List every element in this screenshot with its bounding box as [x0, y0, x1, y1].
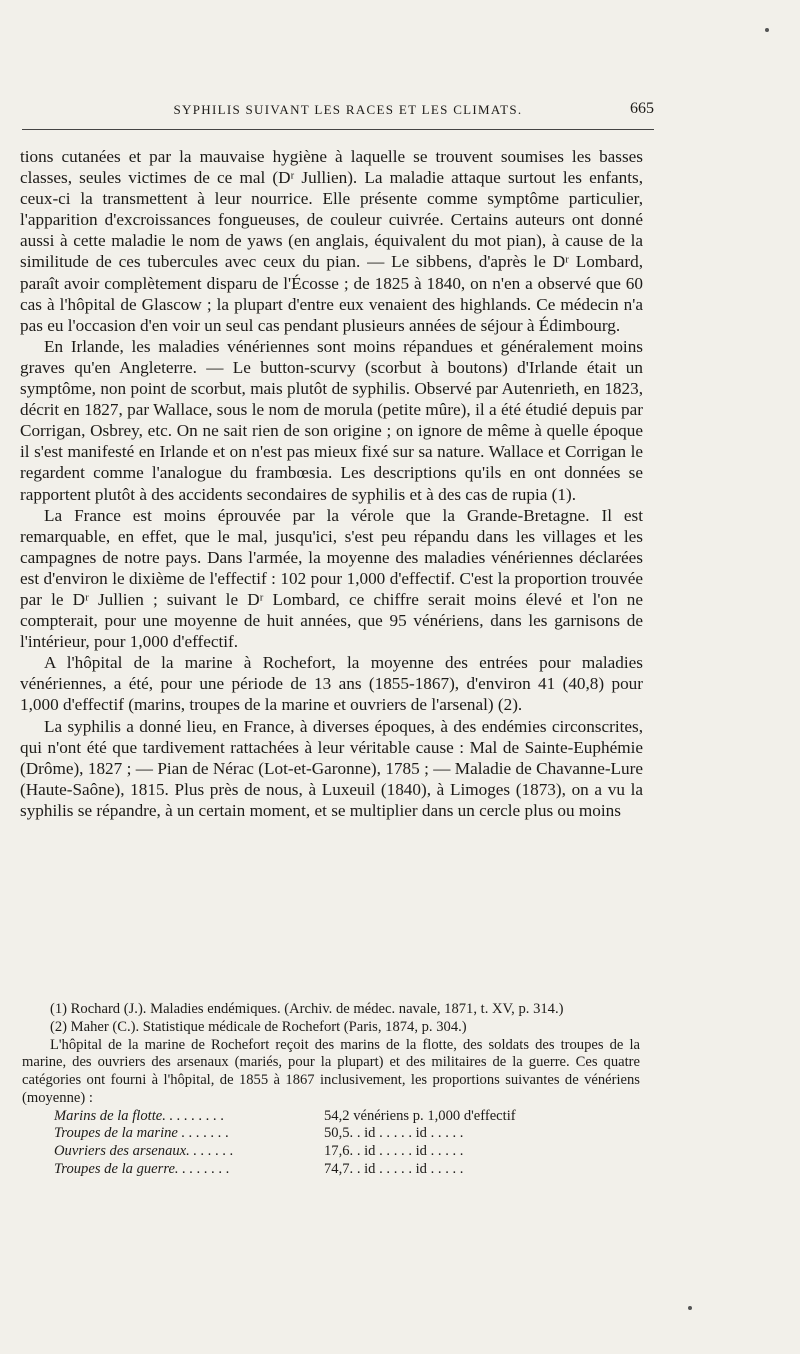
table-value: 74,7. . id . . . . . id . . . . .: [324, 1160, 464, 1177]
page-header: [22, 102, 654, 122]
page-number: 665: [630, 100, 654, 117]
footnote-2: (2) Maher (C.). Statistique médicale de Rochefort (Paris, 1874, p. 304.): [50, 1018, 467, 1035]
table-value: 54,2 vénériens p. 1,000 d'effectif: [324, 1107, 516, 1124]
paragraph: A l'hôpital de la marine à Rochefort, la moyenne des entrées pour maladies vénériennes, a été, pour une période de 13 ans (1855-1867), d'environ 41 (40,8) pour 1,000 d'effectif (marins, troupes de la marine et ouvriers de l'arsenal) (2).: [20, 653, 643, 715]
footnote-2-continuation: L'hôpital de la marine de Rochefort reçoit des marins de la flotte, des soldats des troupes de la marine, des ouvriers des arsenaux (mariés, pour la plupart) et des militaires de la guerre. Ces quatre catégories ont fourni à l'hôpital, de 1855 à 1867 inclusivement, les proportions suivantes de vénériens (moyenne) :: [22, 1036, 640, 1106]
footnote-1: (1) Rochard (J.). Maladies endémiques. (Archiv. de médec. navale, 1871, t. XV, p. 314.): [50, 1001, 564, 1017]
paragraph: tions cutanées et par la mauvaise hygiène à laquelle se trouvent soumises les basses classes, seules victimes de ce mal (Dʳ Jullien). La maladie attaque surtout les enfants, ceux-ci la transmettent à leur nourrice. Elle présente comme symptôme particulier, l'apparition d'excroissances fongueuses, de couleur cuivrée. Certains auteurs ont donné aussi à cette maladie le nom de yaws (en anglais, équivalent du mot pian), à cause de la similitude de ces tubercules avec ceux du pian. — Le sibbens, d'après le Dʳ Lombard, paraît avoir complètement disparu de l'Écosse ; de 1825 à 1840, on n'en a observé que 60 cas à l'hôpital de Glascow ; la plupart d'entre eux venaient des highlands. Ce médecin n'a pas eu l'occasion d'en voir un seul cas pendant plusieurs années de séjour à Édimbourg.: [20, 147, 643, 335]
table-category: Troupes de la guerre. . . . . . . .: [54, 1160, 230, 1177]
footnotes: [22, 1001, 640, 1178]
paragraph: La France est moins éprouvée par la vérole que la Grande-Bretagne. Il est remarquable, en effet, que le mal, jusqu'ici, s'est peu répandu dans les villages et les campagnes de notre pays. Dans l'armée, la moyenne des maladies vénériennes déclarées est d'environ le dixième de l'effectif : 102 pour 1,000 d'effectif. C'est la proportion trouvée par le Dʳ Jullien ; suivant le Dʳ Lombard, ce chiffre serait moins élevé et l'on ne compterait, pour une moyenne de huit années, que 95 vénériens, dans les garnisons de l'intérieur, pour 1,000 d'effectif.: [20, 505, 643, 652]
paragraph: La syphilis a donné lieu, en France, à diverses époques, à des endémies circonscrites, qui n'ont été que tardivement rattachées à leur véritable cause : Mal de Sainte-Euphémie (Drôme), 1827 ; — Pian de Nérac (Lot-et-Garonne), 1785 ; — Maladie de Chavanne-Lure (Haute-Saône), 1815. Plus près de nous, à Luxeuil (1840), à Limoges (1873), on a vu la syphilis se répandre, à un certain moment, et se multiplier dans un cercle plus ou moins: [20, 716, 643, 820]
table-category: Ouvriers des arsenaux. . . . . . .: [54, 1142, 234, 1159]
table-category: Marins de la flotte. . . . . . . . .: [54, 1107, 225, 1124]
paper-speck: [765, 28, 769, 32]
table-row: [54, 1143, 516, 1161]
table-row: [54, 1161, 516, 1179]
paragraph: En Irlande, les maladies vénériennes sont moins répandues et généralement moins graves qu'en Angleterre. — Le button-scurvy (scorbut à boutons) d'Irlande était un symptôme, non point de scorbut, mais plutôt de syphilis. Observé par Autenrieth, en 1823, décrit en 1827, par Wallace, sous le nom de morula (petite mûre), il a été étudié depuis par Corrigan, Osbrey, etc. On ne sait rien de son origine ; on ignore de même à quelle époque il s'est manifesté en Irlande et on n'est pas mieux fixé sur sa nature. Wallace et Corrigan le regardent comme l'analogue du frambœsia. Les descriptions qu'ils en ont données se rapportent plutôt à des accidents secondaires de syphilis et à des cas de rupia (1).: [20, 336, 643, 504]
table-value: 50,5. . id . . . . . id . . . . .: [324, 1125, 464, 1142]
statistics-table: [54, 1108, 516, 1178]
paper-speck: [688, 1306, 692, 1310]
table-value: 17,6. . id . . . . . id . . . . .: [324, 1142, 464, 1159]
running-head: SYPHILIS SUIVANT LES RACES ET LES CLIMATS.: [173, 102, 523, 117]
table-category: Troupes de la marine . . . . . . .: [54, 1125, 229, 1142]
header-rule: [22, 129, 654, 130]
body-text: [20, 146, 643, 821]
table-row: [54, 1108, 516, 1126]
table-row: [54, 1125, 516, 1143]
